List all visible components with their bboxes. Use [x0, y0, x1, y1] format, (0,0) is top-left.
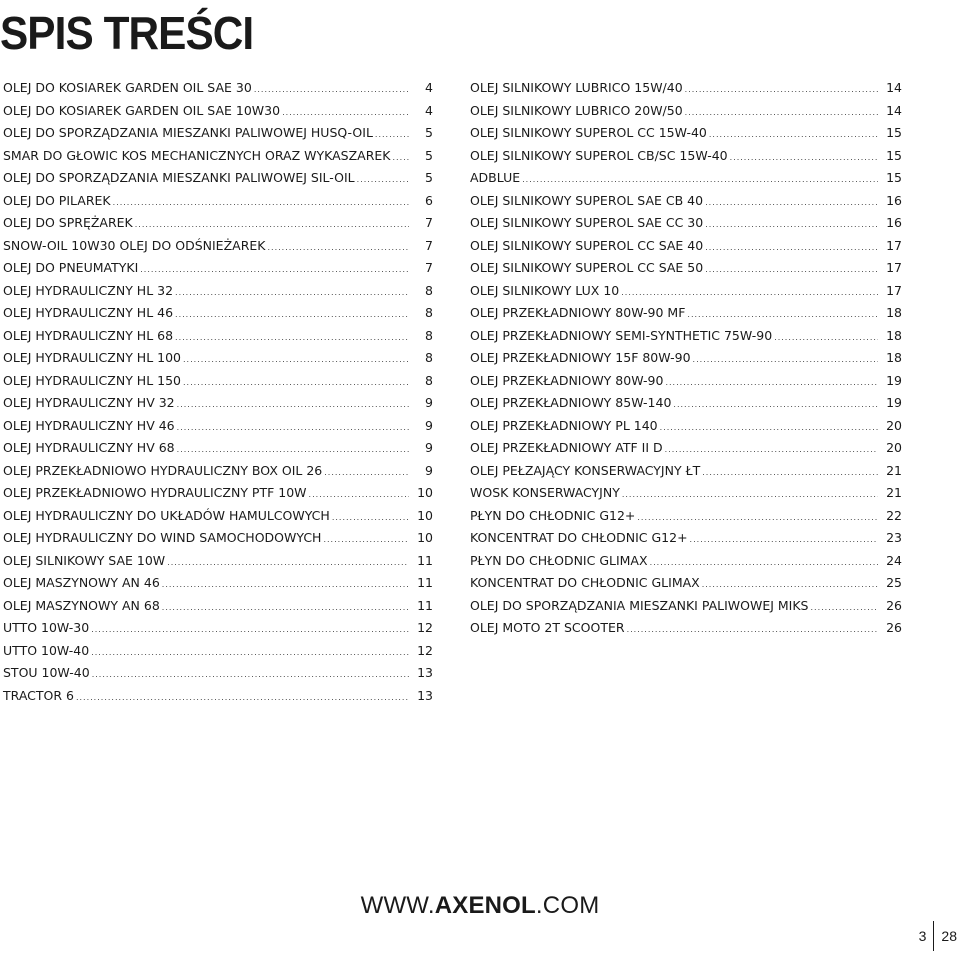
toc-entry[interactable]	[3, 145, 433, 168]
url-brand: AXENOL	[434, 892, 536, 919]
toc-entry-label: OLEJ HYDRAULICZNY HL 150	[3, 372, 181, 388]
toc-entry[interactable]	[3, 505, 433, 528]
toc-entry-label: OLEJ SILNIKOWY LUBRICO 15W/40	[470, 80, 683, 95]
toc-dot-leader	[665, 439, 878, 462]
page-current: 3	[918, 928, 927, 944]
toc-entry-page: 20	[886, 417, 902, 433]
toc-entry[interactable]	[3, 550, 433, 573]
toc-dot-leader	[282, 102, 409, 125]
toc-dot-leader	[267, 237, 409, 260]
toc-dot-leader	[811, 597, 879, 620]
toc-dot-leader	[665, 372, 878, 395]
toc-entry-label: PŁYN DO CHŁODNIC G12+	[470, 507, 636, 523]
toc-entry-page: 21	[886, 462, 902, 478]
toc-dot-leader	[730, 147, 878, 170]
toc-entry[interactable]	[3, 392, 433, 415]
toc-entry-label: OLEJ DO SPORZĄDZANIA MIESZANKI PALIWOWEJ SIL-OIL	[3, 170, 355, 185]
toc-entry-page: 5	[425, 125, 433, 140]
toc-entry-page: 4	[425, 102, 433, 118]
toc-entry-page: 7	[425, 260, 433, 275]
toc-dot-leader	[177, 417, 409, 440]
toc-entry[interactable]	[3, 212, 433, 235]
toc-entry-label: OLEJ PRZEKŁADNIOWO HYDRAULICZNY PTF 10W	[3, 485, 307, 500]
toc-dot-leader	[357, 169, 409, 192]
toc-dot-leader	[76, 687, 409, 710]
toc-dot-leader	[175, 327, 409, 350]
toc-entry-page: 8	[425, 350, 433, 365]
toc-entry-label: OLEJ HYDRAULICZNY DO UKŁADÓW HAMULCOWYCH	[3, 507, 330, 523]
toc-entry-page: 17	[886, 260, 902, 275]
toc-entry[interactable]	[470, 460, 902, 483]
toc-entry[interactable]	[3, 122, 433, 145]
toc-entry-page: 10	[417, 507, 433, 523]
toc-entry-label: OLEJ HYDRAULICZNY HV 46	[3, 417, 175, 433]
toc-dot-leader	[140, 259, 409, 282]
toc-entry-label: OLEJ PRZEKŁADNIOWY ATF II D	[470, 440, 663, 455]
toc-entry-page: 26	[886, 620, 902, 635]
toc-entry[interactable]	[3, 595, 433, 618]
toc-entry[interactable]	[3, 190, 433, 213]
toc-dot-leader	[183, 349, 409, 372]
toc-entry[interactable]	[3, 617, 433, 640]
toc-entry[interactable]	[3, 370, 433, 393]
toc-entry[interactable]	[3, 527, 433, 550]
toc-entry[interactable]	[470, 302, 902, 325]
toc-entry-label: ADBLUE	[470, 170, 521, 185]
toc-dot-leader	[709, 124, 878, 147]
toc-entry-label: OLEJ DO PILAREK	[3, 192, 111, 208]
toc-dot-leader	[92, 664, 409, 687]
toc-entry[interactable]	[470, 415, 902, 438]
toc-entry[interactable]	[470, 482, 902, 505]
toc-entry-page: 10	[417, 485, 433, 500]
toc-entry-label: KONCENTRAT DO CHŁODNIC G12+	[470, 530, 688, 545]
toc-entry[interactable]	[470, 190, 902, 213]
toc-entry[interactable]	[470, 550, 902, 573]
toc-dot-leader	[254, 79, 409, 102]
toc-entry[interactable]	[470, 370, 902, 393]
toc-dot-leader	[332, 507, 409, 530]
toc-entry-page: 4	[425, 80, 433, 95]
toc-entry-page: 12	[417, 642, 433, 658]
toc-entry-label: OLEJ HYDRAULICZNY HL 68	[3, 327, 174, 343]
toc-entry[interactable]	[3, 100, 433, 123]
url-suffix: .COM	[535, 892, 600, 919]
toc-entry-label: OLEJ SILNIKOWY SUPEROL CB/SC 15W-40	[470, 147, 728, 163]
toc-dot-leader	[392, 147, 409, 170]
toc-dot-leader	[522, 169, 878, 192]
toc-entry[interactable]	[3, 640, 433, 663]
toc-dot-leader	[705, 214, 878, 237]
toc-entry-page: 26	[886, 597, 902, 613]
toc-entry-label: OLEJ DO KOSIAREK GARDEN OIL SAE 30	[3, 80, 252, 95]
toc-entry-label: OLEJ HYDRAULICZNY HV 32	[3, 395, 175, 410]
toc-entry-page: 11	[417, 552, 433, 568]
toc-entry-page: 6	[425, 192, 433, 208]
toc-entry-label: OLEJ HYDRAULICZNY DO WIND SAMOCHODOWYCH	[3, 530, 322, 545]
toc-entry-label: OLEJ SILNIKOWY SUPEROL CC SAE 50	[470, 260, 704, 275]
toc-dot-leader	[375, 124, 409, 147]
toc-entry[interactable]	[3, 235, 433, 258]
toc-entry-label: OLEJ HYDRAULICZNY HL 100	[3, 350, 181, 365]
toc-dot-leader	[637, 507, 878, 530]
toc-entry-label: OLEJ HYDRAULICZNY HV 68	[3, 440, 175, 455]
toc-entry[interactable]	[470, 347, 902, 370]
toc-entry-label: SMAR DO GŁOWIC KOS MECHANICZNYCH ORAZ WYKASZAREK	[3, 147, 391, 163]
toc-entry-page: 19	[886, 395, 902, 410]
toc-entry[interactable]	[3, 302, 433, 325]
toc-entry-label: OLEJ DO SPRĘŻAREK	[3, 215, 133, 230]
toc-dot-leader	[167, 552, 409, 575]
toc-entry-page: 9	[425, 440, 433, 455]
toc-entry-label: OLEJ SILNIKOWY SUPEROL CC SAE 40	[470, 237, 704, 253]
toc-entry-page: 20	[886, 440, 902, 455]
toc-entry-page: 8	[425, 305, 433, 320]
toc-entry-label: OLEJ PRZEKŁADNIOWY 15F 80W-90	[470, 350, 691, 365]
toc-column-left	[3, 77, 433, 707]
toc-entry[interactable]	[470, 167, 902, 190]
toc-entry-label: UTTO 10W-30	[3, 620, 90, 635]
toc-entry-label: SNOW-OIL 10W30 OLEJ DO ODŚNIEŻAREK	[3, 237, 266, 253]
toc-entry-page: 18	[886, 305, 902, 320]
toc-entry-page: 9	[425, 417, 433, 433]
toc-column-right	[470, 77, 902, 640]
toc-entry[interactable]	[470, 505, 902, 528]
toc-entry-page: 9	[425, 462, 433, 478]
toc-entry-page: 11	[417, 597, 433, 613]
toc-entry-label: OLEJ PRZEKŁADNIOWY 85W-140	[470, 395, 672, 410]
toc-dot-leader	[162, 597, 409, 620]
toc-entry-page: 13	[417, 665, 433, 680]
toc-entry-page: 5	[425, 170, 433, 185]
toc-entry-label: OLEJ DO SPORZĄDZANIA MIESZANKI PALIWOWEJ MIKS	[470, 597, 809, 613]
toc-dot-leader	[91, 619, 409, 642]
toc-dot-leader	[177, 439, 409, 462]
toc-entry-page: 24	[886, 552, 902, 568]
toc-entry-page: 25	[886, 575, 902, 590]
toc-dot-leader	[673, 394, 878, 417]
toc-entry-label: UTTO 10W-40	[3, 642, 90, 658]
toc-dot-leader	[702, 574, 878, 597]
toc-entry-label: PŁYN DO CHŁODNIC GLIMAX	[470, 552, 648, 568]
toc-entry[interactable]	[470, 325, 902, 348]
toc-dot-leader	[685, 102, 878, 125]
toc-entry-label: OLEJ PRZEKŁADNIOWY 80W-90 MF	[470, 305, 686, 320]
toc-entry[interactable]	[470, 122, 902, 145]
toc-entry[interactable]	[470, 100, 902, 123]
toc-entry-label: OLEJ MASZYNOWY AN 68	[3, 597, 160, 613]
toc-entry[interactable]	[3, 460, 433, 483]
toc-entry-page: 15	[886, 147, 902, 163]
website-url[interactable]	[0, 892, 960, 920]
toc-entry-label: TRACTOR 6	[3, 687, 74, 703]
toc-entry-page: 17	[886, 237, 902, 253]
toc-entry-label: OLEJ SILNIKOWY SUPEROL SAE CB 40	[470, 192, 704, 208]
page-total: 28	[941, 928, 957, 944]
toc-entry[interactable]	[470, 595, 902, 618]
toc-entry-page: 5	[425, 147, 433, 163]
toc-entry-page: 10	[417, 530, 433, 545]
toc-dot-leader	[690, 529, 878, 552]
toc-entry[interactable]	[3, 662, 433, 685]
toc-entry[interactable]	[470, 77, 902, 100]
toc-entry-label: OLEJ PRZEKŁADNIOWO HYDRAULICZNY BOX OIL 26	[3, 462, 323, 478]
page-separator	[933, 921, 934, 951]
toc-entry[interactable]	[3, 437, 433, 460]
toc-entry[interactable]	[3, 167, 433, 190]
toc-entry[interactable]	[3, 280, 433, 303]
toc-entry[interactable]	[3, 325, 433, 348]
page-title: SPIS TREŚCI	[0, 7, 254, 59]
toc-dot-leader	[693, 349, 878, 372]
toc-entry-label: OLEJ DO SPORZĄDZANIA MIESZANKI PALIWOWEJ HUSQ-OIL	[3, 125, 373, 140]
toc-dot-leader	[324, 462, 409, 485]
toc-entry-label: OLEJ SILNIKOWY SUPEROL SAE CC 30	[470, 215, 704, 230]
toc-dot-leader	[687, 304, 878, 327]
toc-entry[interactable]	[3, 77, 433, 100]
toc-entry-page: 18	[886, 350, 902, 365]
toc-entry-label: WOSK KONSERWACYJNY	[470, 485, 620, 500]
toc-dot-leader	[627, 619, 878, 642]
toc-entry[interactable]	[470, 527, 902, 550]
toc-entry-page: 11	[417, 575, 433, 590]
toc-dot-leader	[705, 237, 878, 260]
toc-entry[interactable]	[470, 235, 902, 258]
toc-entry[interactable]	[3, 347, 433, 370]
toc-entry[interactable]	[3, 685, 433, 708]
toc-entry-label: OLEJ MOTO 2T SCOOTER	[470, 620, 625, 635]
toc-dot-leader	[135, 214, 409, 237]
page-number	[919, 921, 957, 951]
toc-dot-leader	[91, 642, 409, 665]
toc-entry-page: 19	[886, 372, 902, 388]
toc-entry-label: OLEJ HYDRAULICZNY HL 32	[3, 282, 174, 298]
toc-entry-page: 8	[425, 327, 433, 343]
toc-dot-leader	[702, 462, 878, 485]
toc-entry-page: 7	[425, 237, 433, 253]
toc-entry-page: 17	[886, 282, 902, 298]
toc-entry-label: STOU 10W-40	[3, 665, 90, 680]
toc-entry[interactable]	[470, 145, 902, 168]
toc-entry-page: 18	[886, 327, 902, 343]
toc-dot-leader	[177, 394, 409, 417]
toc-entry-label: OLEJ PEŁZAJĄCY KONSERWACYJNY ŁT	[470, 462, 701, 478]
toc-entry-page: 13	[417, 687, 433, 703]
toc-entry[interactable]	[3, 257, 433, 280]
toc-entry-page: 23	[886, 530, 902, 545]
toc-entry-page: 16	[886, 192, 902, 208]
toc-dot-leader	[622, 484, 878, 507]
toc-entry-label: OLEJ PRZEKŁADNIOWY PL 140	[470, 417, 658, 433]
toc-entry-page: 8	[425, 282, 433, 298]
toc-entry-label: OLEJ PRZEKŁADNIOWY SEMI-SYNTHETIC 75W-90	[470, 327, 773, 343]
toc-entry-label: OLEJ SILNIKOWY LUX 10	[470, 282, 620, 298]
toc-entry-label: KONCENTRAT DO CHŁODNIC GLIMAX	[470, 575, 700, 590]
toc-entry-label: OLEJ MASZYNOWY AN 46	[3, 575, 160, 590]
toc-entry-label: OLEJ SILNIKOWY SAE 10W	[3, 552, 166, 568]
url-prefix: WWW.	[360, 892, 435, 919]
toc-dot-leader	[685, 79, 878, 102]
toc-entry[interactable]	[3, 482, 433, 505]
toc-dot-leader	[660, 417, 878, 440]
toc-entry-label: OLEJ PRZEKŁADNIOWY 80W-90	[470, 372, 664, 388]
toc-dot-leader	[705, 192, 878, 215]
toc-dot-leader	[175, 282, 409, 305]
toc-dot-leader	[162, 574, 409, 597]
toc-entry-page: 15	[886, 170, 902, 185]
toc-entry-label: OLEJ SILNIKOWY SUPEROL CC 15W-40	[470, 125, 707, 140]
toc-dot-leader	[774, 327, 878, 350]
toc-entry-page: 8	[425, 372, 433, 388]
toc-entry-page: 16	[886, 215, 902, 230]
toc-entry-page: 21	[886, 485, 902, 500]
toc-dot-leader	[309, 484, 409, 507]
toc-entry[interactable]	[470, 617, 902, 640]
toc-entry[interactable]	[470, 437, 902, 460]
toc-dot-leader	[621, 282, 878, 305]
toc-entry-page: 9	[425, 395, 433, 410]
toc-entry[interactable]	[3, 415, 433, 438]
toc-entry[interactable]	[470, 212, 902, 235]
toc-entry[interactable]	[470, 280, 902, 303]
toc-entry-page: 7	[425, 215, 433, 230]
toc-entry-page: 22	[886, 507, 902, 523]
toc-dot-leader	[113, 192, 409, 215]
toc-entry[interactable]	[470, 392, 902, 415]
toc-entry[interactable]	[470, 257, 902, 280]
toc-dot-leader	[175, 304, 409, 327]
toc-entry-page: 14	[886, 102, 902, 118]
toc-dot-leader	[183, 372, 409, 395]
toc-entry-label: OLEJ DO KOSIAREK GARDEN OIL SAE 10W30	[3, 102, 281, 118]
toc-dot-leader	[650, 552, 878, 575]
toc-dot-leader	[705, 259, 878, 282]
toc-dot-leader	[323, 529, 409, 552]
toc-entry-page: 14	[886, 80, 902, 95]
toc-entry-label: OLEJ DO PNEUMATYKI	[3, 260, 139, 275]
toc-entry-label: OLEJ SILNIKOWY LUBRICO 20W/50	[470, 102, 683, 118]
toc-entry-label: OLEJ HYDRAULICZNY HL 46	[3, 305, 174, 320]
toc-entry-page: 12	[417, 620, 433, 635]
toc-entry[interactable]	[3, 572, 433, 595]
toc-entry[interactable]	[470, 572, 902, 595]
toc-entry-page: 15	[886, 125, 902, 140]
